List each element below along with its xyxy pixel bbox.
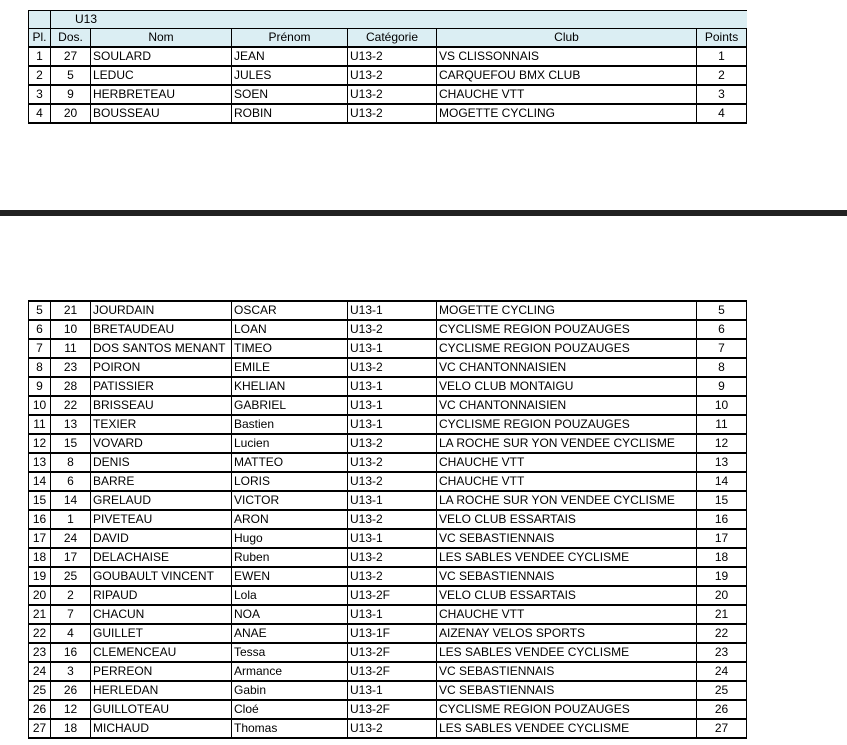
cell-club: LES SABLES VENDEE CYCLISME [437, 548, 697, 567]
cell-categorie: U13-1 [348, 491, 437, 510]
cell-categorie: U13-2F [348, 662, 437, 681]
cell-prenom: Gabin [232, 681, 348, 700]
cell-prenom: OSCAR [232, 301, 348, 320]
table-row [29, 358, 747, 377]
cell-categorie: U13-2F [348, 700, 437, 719]
cell-dos: 6 [51, 472, 91, 491]
col-header-categorie: Catégorie [348, 29, 437, 48]
cell-club: CYCLISME REGION POUZAUGES [437, 339, 697, 358]
table-row [29, 719, 747, 738]
cell-pl: 5 [29, 301, 51, 320]
cell-points: 20 [697, 586, 747, 605]
table-row [29, 301, 747, 320]
cell-prenom: Lola [232, 586, 348, 605]
cell-categorie: U13-1 [348, 396, 437, 415]
cell-categorie: U13-2 [348, 47, 437, 66]
table-row [29, 434, 747, 453]
cell-points: 23 [697, 643, 747, 662]
cell-pl: 22 [29, 624, 51, 643]
cell-club: VELO CLUB ESSARTAIS [437, 510, 697, 529]
cell-categorie: U13-2 [348, 104, 437, 123]
cell-pl: 9 [29, 377, 51, 396]
cell-dos: 20 [51, 104, 91, 123]
cell-points: 12 [697, 434, 747, 453]
cell-dos: 7 [51, 605, 91, 624]
cell-club: LES SABLES VENDEE CYCLISME [437, 643, 697, 662]
cell-points: 18 [697, 548, 747, 567]
cell-nom: BOUSSEAU [91, 104, 232, 123]
table-row [29, 472, 747, 491]
cell-categorie: U13-2F [348, 643, 437, 662]
cell-pl: 27 [29, 719, 51, 738]
cell-points: 25 [697, 681, 747, 700]
cell-club: MOGETTE CYCLING [437, 104, 697, 123]
cell-nom: BARRE [91, 472, 232, 491]
top-table-body [29, 47, 747, 123]
cell-nom: HERBRETEAU [91, 85, 232, 104]
cell-pl: 24 [29, 662, 51, 681]
cell-dos: 1 [51, 510, 91, 529]
cell-prenom: Lucien [232, 434, 348, 453]
cell-nom: PIVETEAU [91, 510, 232, 529]
cell-dos: 16 [51, 643, 91, 662]
cell-pl: 7 [29, 339, 51, 358]
cell-categorie: U13-2F [348, 586, 437, 605]
cell-nom: RIPAUD [91, 586, 232, 605]
cell-nom: JOURDAIN [91, 301, 232, 320]
cell-dos: 26 [51, 681, 91, 700]
cell-dos: 3 [51, 662, 91, 681]
cell-nom: DAVID [91, 529, 232, 548]
cell-pl: 3 [29, 85, 51, 104]
cell-nom: CLEMENCEAU [91, 643, 232, 662]
cell-pl: 19 [29, 567, 51, 586]
table-row [29, 339, 747, 358]
cell-categorie: U13-2 [348, 66, 437, 85]
category-label: U13 [51, 11, 747, 29]
cell-prenom: Ruben [232, 548, 348, 567]
cell-categorie: U13-1F [348, 624, 437, 643]
cell-dos: 9 [51, 85, 91, 104]
col-header-dos: Dos. [51, 29, 91, 48]
cell-dos: 21 [51, 301, 91, 320]
cell-nom: CHACUN [91, 605, 232, 624]
cell-club: VELO CLUB MONTAIGU [437, 377, 697, 396]
results-table-top [28, 10, 747, 124]
cell-points: 4 [697, 104, 747, 123]
cell-points: 14 [697, 472, 747, 491]
col-header-nom: Nom [91, 29, 232, 48]
section-divider [0, 210, 847, 216]
cell-pl: 1 [29, 47, 51, 66]
cell-categorie: U13-1 [348, 301, 437, 320]
cell-categorie: U13-2 [348, 472, 437, 491]
cell-points: 7 [697, 339, 747, 358]
cell-nom: DENIS [91, 453, 232, 472]
cell-prenom: SOEN [232, 85, 348, 104]
cell-prenom: ROBIN [232, 104, 348, 123]
cell-nom: POIRON [91, 358, 232, 377]
cell-dos: 12 [51, 700, 91, 719]
cell-nom: TEXIER [91, 415, 232, 434]
col-header-club: Club [437, 29, 697, 48]
cell-points: 11 [697, 415, 747, 434]
cell-pl: 2 [29, 66, 51, 85]
results-table-bottom [28, 300, 747, 739]
cell-prenom: JULES [232, 66, 348, 85]
cell-dos: 14 [51, 491, 91, 510]
cell-dos: 4 [51, 624, 91, 643]
cell-points: 21 [697, 605, 747, 624]
cell-dos: 27 [51, 47, 91, 66]
cell-categorie: U13-2 [348, 548, 437, 567]
cell-club: CHAUCHE VTT [437, 453, 697, 472]
cell-nom: GUILLET [91, 624, 232, 643]
cell-points: 27 [697, 719, 747, 738]
cell-points: 2 [697, 66, 747, 85]
cell-categorie: U13-1 [348, 339, 437, 358]
cell-prenom: EWEN [232, 567, 348, 586]
cell-nom: PERREON [91, 662, 232, 681]
table-row [29, 643, 747, 662]
cell-points: 9 [697, 377, 747, 396]
header-row [29, 29, 747, 48]
cell-club: CHAUCHE VTT [437, 85, 697, 104]
cell-dos: 13 [51, 415, 91, 434]
cell-club: CYCLISME REGION POUZAUGES [437, 415, 697, 434]
cell-points: 8 [697, 358, 747, 377]
cell-dos: 8 [51, 453, 91, 472]
cell-pl: 20 [29, 586, 51, 605]
cell-dos: 10 [51, 320, 91, 339]
category-row [29, 11, 747, 29]
cell-prenom: Cloé [232, 700, 348, 719]
cell-categorie: U13-1 [348, 605, 437, 624]
cell-nom: BRETAUDEAU [91, 320, 232, 339]
cell-prenom: NOA [232, 605, 348, 624]
cell-club: CYCLISME REGION POUZAUGES [437, 320, 697, 339]
cell-categorie: U13-2 [348, 434, 437, 453]
col-header-prenom: Prénom [232, 29, 348, 48]
cell-prenom: ANAE [232, 624, 348, 643]
table-row [29, 415, 747, 434]
table-row [29, 681, 747, 700]
cell-points: 24 [697, 662, 747, 681]
cell-dos: 5 [51, 66, 91, 85]
cell-nom: PATISSIER [91, 377, 232, 396]
cell-pl: 4 [29, 104, 51, 123]
cell-prenom: Bastien [232, 415, 348, 434]
table-row [29, 320, 747, 339]
cell-club: LA ROCHE SUR YON VENDEE CYCLISME [437, 434, 697, 453]
cell-categorie: U13-1 [348, 681, 437, 700]
table-row [29, 85, 747, 104]
cell-points: 5 [697, 301, 747, 320]
cell-points: 17 [697, 529, 747, 548]
cell-club: LA ROCHE SUR YON VENDEE CYCLISME [437, 491, 697, 510]
cell-prenom: LORIS [232, 472, 348, 491]
cell-categorie: U13-1 [348, 529, 437, 548]
cell-points: 16 [697, 510, 747, 529]
cell-prenom: MATTEO [232, 453, 348, 472]
cell-points: 19 [697, 567, 747, 586]
table-row [29, 104, 747, 123]
cell-prenom: TIMEO [232, 339, 348, 358]
cell-pl: 25 [29, 681, 51, 700]
cell-categorie: U13-2 [348, 85, 437, 104]
cell-pl: 16 [29, 510, 51, 529]
table-row [29, 47, 747, 66]
cell-club: VC SEBASTIENNAIS [437, 567, 697, 586]
cell-prenom: Thomas [232, 719, 348, 738]
table-row [29, 586, 747, 605]
table-row [29, 491, 747, 510]
cell-points: 1 [697, 47, 747, 66]
table-row [29, 548, 747, 567]
cell-nom: MICHAUD [91, 719, 232, 738]
cell-nom: SOULARD [91, 47, 232, 66]
cell-nom: GRELAUD [91, 491, 232, 510]
cell-nom: GUILLOTEAU [91, 700, 232, 719]
cell-nom: VOVARD [91, 434, 232, 453]
bottom-table-body [29, 301, 747, 738]
cell-dos: 25 [51, 567, 91, 586]
cell-prenom: KHELIAN [232, 377, 348, 396]
cell-pl: 13 [29, 453, 51, 472]
cell-points: 10 [697, 396, 747, 415]
cell-club: VS CLISSONNAIS [437, 47, 697, 66]
cell-points: 15 [697, 491, 747, 510]
cell-dos: 2 [51, 586, 91, 605]
cell-pl: 10 [29, 396, 51, 415]
cell-categorie: U13-1 [348, 377, 437, 396]
cell-dos: 24 [51, 529, 91, 548]
cell-pl: 8 [29, 358, 51, 377]
cell-dos: 17 [51, 548, 91, 567]
cell-pl: 17 [29, 529, 51, 548]
cell-pl: 11 [29, 415, 51, 434]
cell-categorie: U13-2 [348, 510, 437, 529]
cell-club: AIZENAY VELOS SPORTS [437, 624, 697, 643]
cell-points: 22 [697, 624, 747, 643]
table-row [29, 377, 747, 396]
cell-pl: 21 [29, 605, 51, 624]
cell-points: 3 [697, 85, 747, 104]
cell-points: 26 [697, 700, 747, 719]
cell-pl: 14 [29, 472, 51, 491]
table-row [29, 605, 747, 624]
cell-prenom: Hugo [232, 529, 348, 548]
cell-dos: 28 [51, 377, 91, 396]
cell-prenom: Armance [232, 662, 348, 681]
cell-points: 6 [697, 320, 747, 339]
table-row [29, 700, 747, 719]
cell-pl: 15 [29, 491, 51, 510]
cell-prenom: JEAN [232, 47, 348, 66]
cell-club: CHAUCHE VTT [437, 605, 697, 624]
cell-categorie: U13-2 [348, 567, 437, 586]
table-row [29, 567, 747, 586]
cell-nom: GOUBAULT VINCENT [91, 567, 232, 586]
cell-nom: DOS SANTOS MENANT [91, 339, 232, 358]
cell-categorie: U13-2 [348, 719, 437, 738]
cell-club: CYCLISME REGION POUZAUGES [437, 700, 697, 719]
cell-club: VC SEBASTIENNAIS [437, 681, 697, 700]
cell-pl: 6 [29, 320, 51, 339]
cell-dos: 22 [51, 396, 91, 415]
cell-prenom: GABRIEL [232, 396, 348, 415]
cell-club: VC SEBASTIENNAIS [437, 662, 697, 681]
cell-club: VC CHANTONNAISIEN [437, 358, 697, 377]
cell-club: CHAUCHE VTT [437, 472, 697, 491]
cell-dos: 15 [51, 434, 91, 453]
table-row [29, 453, 747, 472]
table-row [29, 624, 747, 643]
table-row [29, 662, 747, 681]
cell-club: CARQUEFOU BMX CLUB [437, 66, 697, 85]
cell-nom: BRISSEAU [91, 396, 232, 415]
cell-club: VC SEBASTIENNAIS [437, 529, 697, 548]
cell-club: LES SABLES VENDEE CYCLISME [437, 719, 697, 738]
cell-pl: 12 [29, 434, 51, 453]
cell-club: VELO CLUB ESSARTAIS [437, 586, 697, 605]
cell-prenom: LOAN [232, 320, 348, 339]
table-row [29, 510, 747, 529]
cell-pl: 18 [29, 548, 51, 567]
cell-categorie: U13-2 [348, 453, 437, 472]
cell-dos: 11 [51, 339, 91, 358]
cell-club: MOGETTE CYCLING [437, 301, 697, 320]
col-header-points: Points [697, 29, 747, 48]
col-header-pl: Pl. [29, 29, 51, 48]
cell-nom: LEDUC [91, 66, 232, 85]
table-row [29, 529, 747, 548]
cell-prenom: Tessa [232, 643, 348, 662]
cell-prenom: EMILE [232, 358, 348, 377]
cell-categorie: U13-2 [348, 320, 437, 339]
cell-club: VC CHANTONNAISIEN [437, 396, 697, 415]
cell-categorie: U13-1 [348, 415, 437, 434]
cell-categorie: U13-2 [348, 358, 437, 377]
cell-nom: DELACHAISE [91, 548, 232, 567]
table-row [29, 396, 747, 415]
table-row [29, 66, 747, 85]
cell-nom: HERLEDAN [91, 681, 232, 700]
cell-dos: 18 [51, 719, 91, 738]
cell-pl: 26 [29, 700, 51, 719]
cell-prenom: VICTOR [232, 491, 348, 510]
cell-pl: 23 [29, 643, 51, 662]
cell-dos: 23 [51, 358, 91, 377]
cell-prenom: ARON [232, 510, 348, 529]
cell-points: 13 [697, 453, 747, 472]
